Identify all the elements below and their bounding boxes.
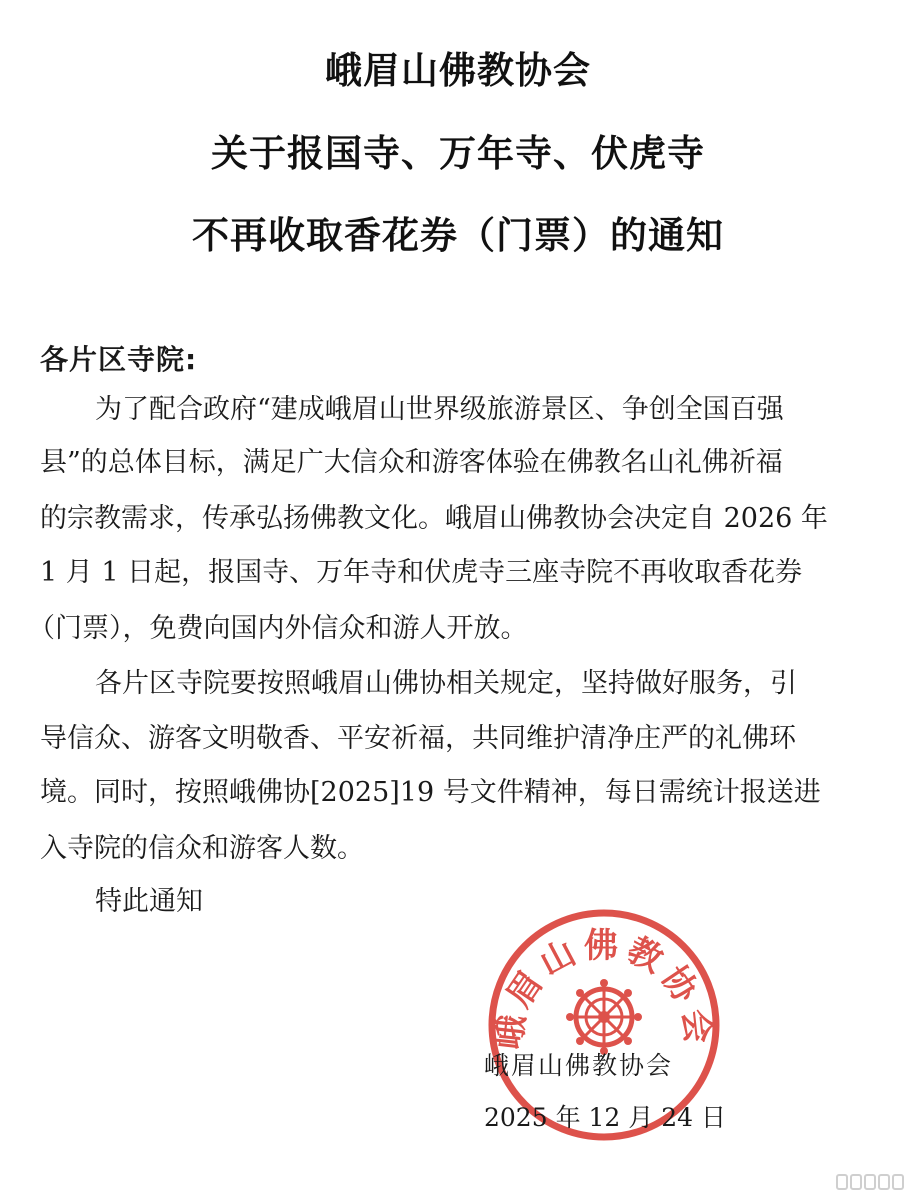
paragraph1-line: 县”的总体目标，满足广大信众和游客体验在佛教名山礼佛祈福: [40, 447, 783, 478]
dharma-wheel-icon: [566, 979, 642, 1055]
signature-organization: 峨眉山佛教协会: [484, 1051, 674, 1080]
paragraph2-line: 各片区寺院要按照峨眉山佛协相关规定，坚持做好服务，引: [95, 668, 797, 699]
paragraph1-line: 1 月 1 日起，报国寺、万年寺和伏虎寺三座寺院不再收取香花券: [40, 557, 803, 588]
watermark-icon: [836, 1174, 904, 1190]
signature-date: 2025 年 12 月 24 日: [484, 1103, 726, 1132]
paragraph1-line: （门票），免费向国内外信众和游人开放。: [28, 613, 528, 644]
paragraph2-line: 导信众、游客文明敬香、平安祈福，共同维护清净庄严的礼佛环: [40, 723, 796, 754]
paragraph1-line: 的宗教需求，传承弘扬佛教文化。峨眉山佛教协会决定自 2026 年: [40, 503, 828, 534]
closing-text: 特此通知: [95, 886, 203, 917]
paragraph1-line: 为了配合政府“建成峨眉山世界级旅游景区、争创全国百强: [95, 394, 784, 425]
document-title-temples: 关于报国寺、万年寺、伏虎寺: [211, 132, 705, 175]
svg-text:峨眉山佛教协会: 峨眉山佛教协会: [489, 925, 719, 1052]
document-title-org: 峨眉山佛教协会: [325, 49, 591, 92]
paragraph2-line: 境。同时，按照峨佛协[2025]19 号文件精神，每日需统计报送进: [40, 777, 821, 808]
document-title-notice: 不再收取香花券（门票）的通知: [192, 214, 724, 257]
paragraph2-line: 入寺院的信众和游客人数。: [40, 833, 364, 864]
salutation: 各片区寺院:: [40, 343, 198, 376]
